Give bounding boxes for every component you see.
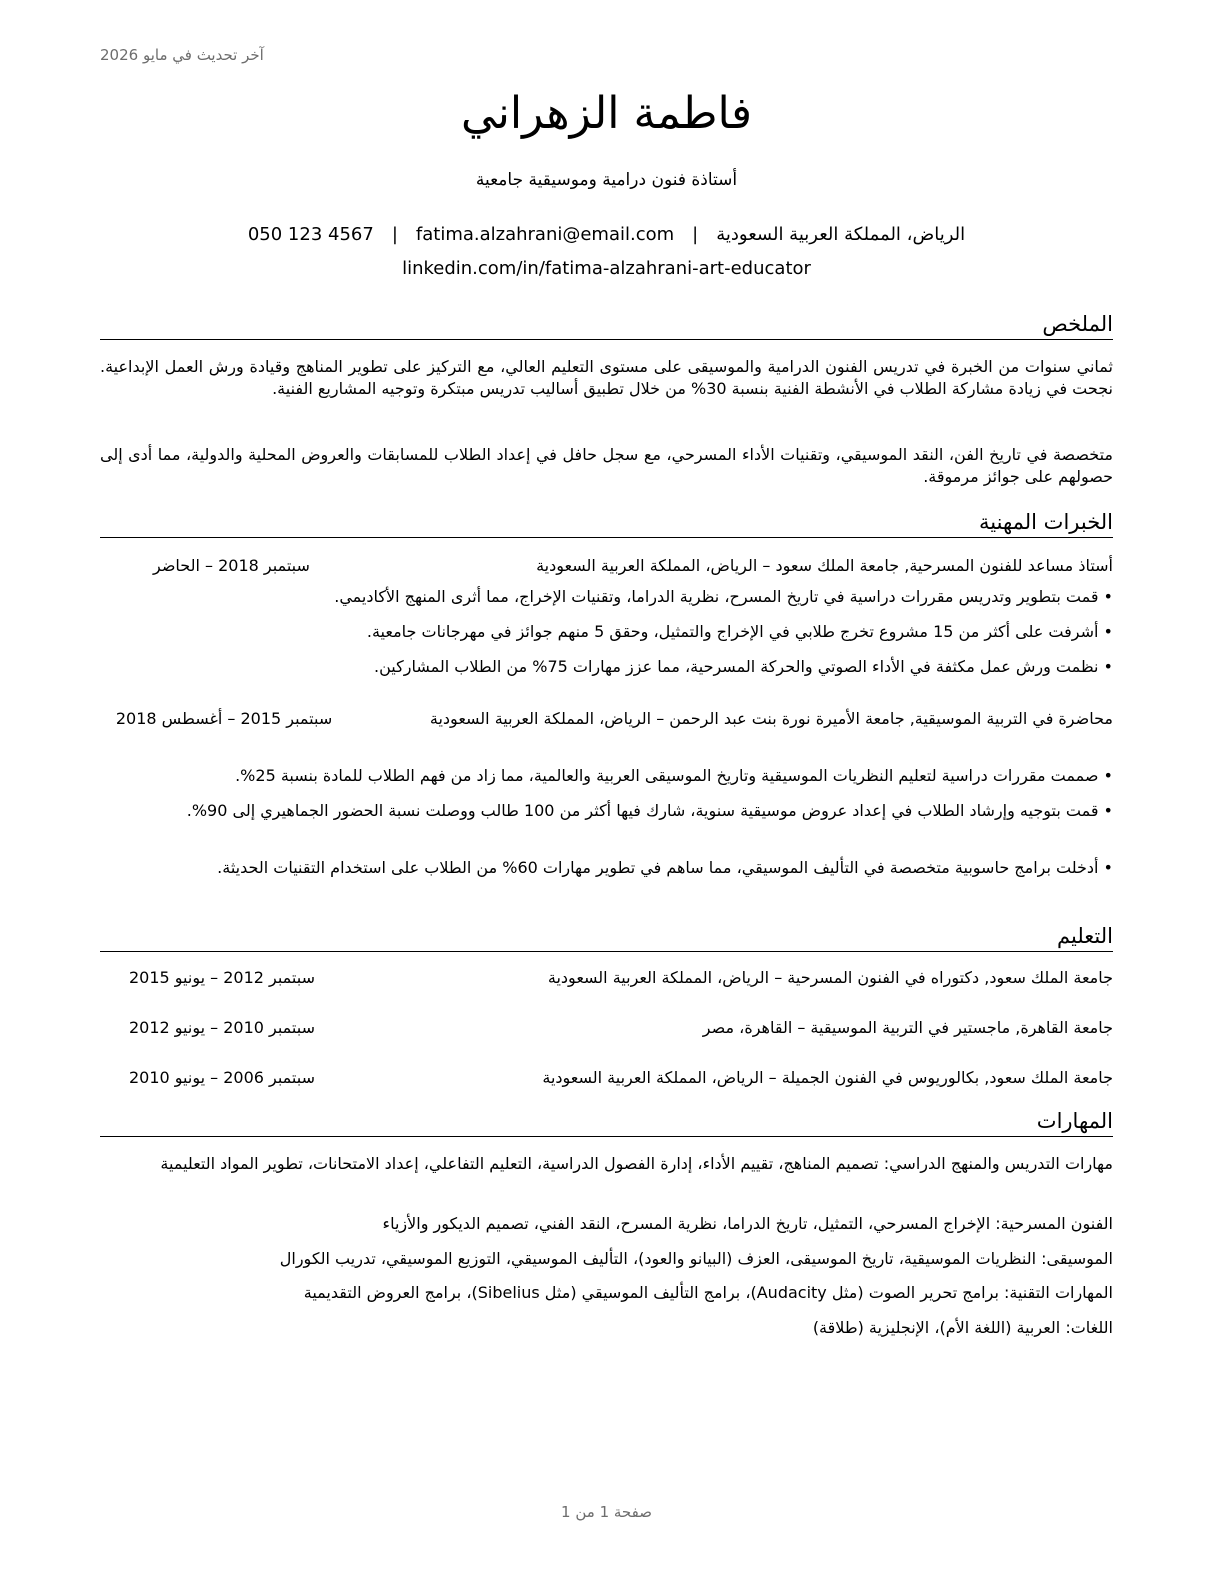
skill-line: مهارات التدريس والمنهج الدراسي: تصميم المناهج، تقييم الأداء، إدارة الفصول الدراسية، التعليم التفاعلي، إعداد الامتحانات، تطوير المواد التعليمية	[160, 1154, 1113, 1173]
education-dates: سبتمبر 2010 – يونيو 2012	[128, 1018, 315, 1037]
separator: |	[692, 224, 699, 245]
job-bullet: • قمت بتطوير وتدريس مقررات دراسية في تاريخ المسرح، نظرية الدراما، وتقنيات الإخراج، مما أثرى المنهج الأكاديمي.	[334, 586, 1113, 608]
summary-paragraph-1: ثماني سنوات من الخبرة في تدريس الفنون الدرامية والموسيقى على مستوى التعليم العالي، مع التركيز على تطوير المناهج وقيادة ورش العمل الإبداعية. نجحت في زيادة مشاركة الطلاب في الأنشطة الفنية بنسبة 30% من خلال تطبيق أساليب تدريس مبتكرة وتوجيه المشاريع الفنية.	[100, 357, 1113, 398]
job-title: أستاذة فنون درامية وموسيقية جامعية	[475, 170, 738, 190]
education-item	[100, 1017, 1113, 1039]
job-bullet: • نظمت ورش عمل مكثفة في الأداء الصوتي والحركة المسرحية، مما عزز مهارات 75% من الطلاب المشاركين.	[374, 656, 1113, 678]
job-title: أستاذ مساعد للفنون المسرحية, جامعة الملك سعود – الرياض، المملكة العربية السعودية	[536, 556, 1113, 575]
job-header	[100, 555, 1113, 577]
linkedin-line	[100, 258, 1113, 279]
education-dates: سبتمبر 2012 – يونيو 2015	[128, 968, 315, 987]
email[interactable]: fatima.alzahrani@email.com	[415, 224, 675, 245]
job-bullet: • صممت مقررات دراسية لتعليم النظريات الموسيقية وتاريخ الموسيقى العربية والعالمية، مما زاد من فهم الطلاب للمادة بنسبة 25%.	[100, 765, 1113, 787]
summary-heading: الملخص	[100, 311, 1113, 340]
linkedin-link[interactable]: linkedin.com/in/fatima-alzahrani-art-educator	[402, 258, 811, 279]
job-bullet: • أشرفت على أكثر من 15 مشروع تخرج طلابي في الإخراج والتمثيل، وحقق 5 منهم جوائز في مهرجانات جامعية.	[367, 621, 1113, 643]
experience-heading: الخبرات المهنية	[100, 509, 1113, 538]
job-bullet: • قمت بتوجيه وإرشاد الطلاب في إعداد عروض موسيقية سنوية، شارك فيها أكثر من 100 طالب ووصلت نسبة الحضور الجماهيري إلى 90%.	[100, 800, 1113, 822]
skill-line: المهارات التقنية: برامج تحرير الصوت (مثل Audacity)، برامج التأليف الموسيقي (مثل Sibelius)، برامج العروض التقديمية	[303, 1283, 1113, 1302]
degree: جامعة القاهرة, ماجستير في التربية الموسيقية – القاهرة، مصر	[702, 1018, 1113, 1037]
phone: 050 123 4567	[247, 224, 374, 245]
skills-heading: المهارات	[100, 1108, 1113, 1137]
job-dates: سبتمبر 2015 – أغسطس 2018	[115, 709, 333, 728]
summary-paragraph-2: متخصصة في تاريخ الفن، النقد الموسيقي، وتقنيات الأداء المسرحي، مع سجل حافل في إعداد الطلاب للمسابقات والعروض المحلية والدولية، مما أدى إلى حصولهم على جوائز مرموقة.	[100, 445, 1113, 486]
job-bullet: • أدخلت برامج حاسوبية متخصصة في التأليف الموسيقي، مما ساهم في تطوير مهارات 60% من الطلاب على استخدام التقنيات الحديثة.	[100, 857, 1113, 879]
skill-line: الفنون المسرحية: الإخراج المسرحي، التمثيل، تاريخ الدراما، نظرية المسرح، النقد الفني، تصميم الديكور والأزياء	[382, 1214, 1113, 1233]
contact-line	[100, 224, 1113, 245]
education-heading: التعليم	[100, 923, 1113, 952]
education-dates: سبتمبر 2006 – يونيو 2010	[128, 1068, 315, 1087]
person-name: فاطمة الزهراني	[460, 88, 752, 139]
job-dates: سبتمبر 2018 – الحاضر	[153, 556, 310, 575]
last-updated: آخر تحديث في مايو 2026	[100, 46, 264, 64]
education-item	[100, 967, 1113, 989]
job-header	[100, 708, 1113, 730]
education-item	[100, 1067, 1113, 1089]
page-number: صفحة 1 من 1	[561, 1503, 652, 1521]
skill-line: اللغات: العربية (اللغة الأم)، الإنجليزية (طلاقة)	[812, 1318, 1113, 1337]
job-title: محاضرة في التربية الموسيقية, جامعة الأميرة نورة بنت عبد الرحمن – الرياض، المملكة العربية السعودية	[429, 709, 1113, 728]
separator: |	[391, 224, 398, 245]
degree: جامعة الملك سعود, بكالوريوس في الفنون الجميلة – الرياض، المملكة العربية السعودية	[542, 1068, 1113, 1087]
skill-line: الموسيقى: النظريات الموسيقية، تاريخ الموسيقى، العزف (البيانو والعود)، التأليف الموسيقي، التوزيع الموسيقي، تدريب الكورال	[279, 1249, 1113, 1268]
location: الرياض، المملكة العربية السعودية	[716, 224, 966, 245]
resume-page	[100, 0, 1113, 1584]
degree: جامعة الملك سعود, دكتوراه في الفنون المسرحية – الرياض، المملكة العربية السعودية	[547, 968, 1113, 987]
